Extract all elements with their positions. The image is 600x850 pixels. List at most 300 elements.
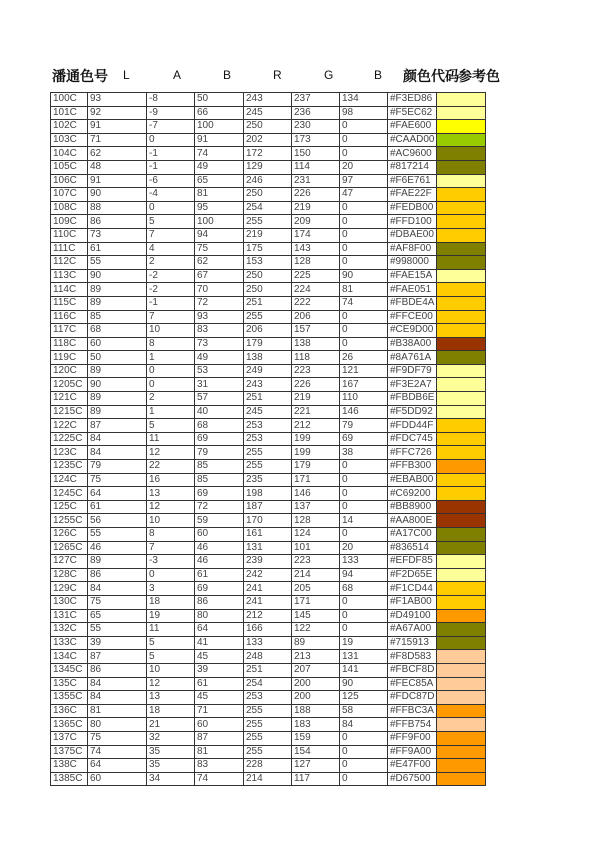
b-rgb-value: 90 [340, 269, 388, 283]
reference-color-swatch [437, 745, 486, 759]
r-value: 138 [244, 351, 292, 365]
l-value: 55 [88, 623, 147, 637]
r-value: 250 [244, 269, 292, 283]
reference-color-swatch [437, 93, 486, 107]
hex-code: #FF9A00 [388, 745, 437, 759]
l-value: 61 [88, 242, 147, 256]
b-value: 53 [195, 364, 244, 378]
g-value: 124 [292, 528, 340, 542]
pantone-code: 114C [51, 283, 88, 297]
a-value: 4 [147, 242, 195, 256]
b-rgb-value: 0 [340, 487, 388, 501]
hex-code: #BB8900 [388, 500, 437, 514]
hex-code: #F9DF79 [388, 364, 437, 378]
b-value: 93 [195, 310, 244, 324]
g-value: 225 [292, 269, 340, 283]
b-value: 71 [195, 704, 244, 718]
table-row [51, 188, 486, 202]
b-rgb-value: 26 [340, 351, 388, 365]
a-value: 12 [147, 677, 195, 691]
l-value: 89 [88, 283, 147, 297]
hex-code: #998000 [388, 256, 437, 270]
a-value: 8 [147, 528, 195, 542]
a-value: 5 [147, 419, 195, 433]
reference-color-swatch [437, 378, 486, 392]
g-value: 207 [292, 663, 340, 677]
pantone-code: 108C [51, 201, 88, 215]
g-value: 157 [292, 324, 340, 338]
l-value: 73 [88, 228, 147, 242]
hex-code: #CAAD00 [388, 133, 437, 147]
reference-color-swatch [437, 269, 486, 283]
reference-color-swatch [437, 663, 486, 677]
b-value: 94 [195, 228, 244, 242]
reference-color-swatch [437, 106, 486, 120]
a-value: 16 [147, 473, 195, 487]
g-value: 127 [292, 759, 340, 773]
reference-color-swatch [437, 446, 486, 460]
table-row [51, 473, 486, 487]
b-rgb-value: 69 [340, 432, 388, 446]
table-row [51, 392, 486, 406]
l-value: 89 [88, 296, 147, 310]
b-rgb-value: 133 [340, 555, 388, 569]
g-value: 219 [292, 392, 340, 406]
a-value: 5 [147, 636, 195, 650]
b-value: 87 [195, 731, 244, 745]
l-value: 84 [88, 446, 147, 460]
reference-color-swatch [437, 691, 486, 705]
b-rgb-value: 68 [340, 582, 388, 596]
b-value: 67 [195, 269, 244, 283]
r-value: 245 [244, 106, 292, 120]
b-rgb-value: 0 [340, 120, 388, 134]
table-row [51, 147, 486, 161]
b-rgb-value: 98 [340, 106, 388, 120]
reference-color-swatch [437, 500, 486, 514]
b-rgb-value: 84 [340, 718, 388, 732]
a-value: -1 [147, 296, 195, 310]
b-rgb-value: 0 [340, 324, 388, 338]
b-rgb-value: 0 [340, 228, 388, 242]
a-value: 11 [147, 432, 195, 446]
b-rgb-value: 134 [340, 93, 388, 107]
b-value: 80 [195, 609, 244, 623]
l-value: 90 [88, 378, 147, 392]
a-value: 10 [147, 663, 195, 677]
reference-color-swatch [437, 487, 486, 501]
r-value: 255 [244, 731, 292, 745]
hex-code: #A67A00 [388, 623, 437, 637]
g-value: 154 [292, 745, 340, 759]
g-value: 206 [292, 310, 340, 324]
a-value: 21 [147, 718, 195, 732]
pantone-code: 127C [51, 555, 88, 569]
reference-color-swatch [437, 582, 486, 596]
a-value: 12 [147, 500, 195, 514]
reference-color-swatch [437, 609, 486, 623]
table-row [51, 337, 486, 351]
pantone-code: 118C [51, 337, 88, 351]
pantone-code: 100C [51, 93, 88, 107]
r-value: 219 [244, 228, 292, 242]
reference-color-swatch [437, 528, 486, 542]
l-value: 90 [88, 188, 147, 202]
pantone-code: 132C [51, 623, 88, 637]
g-value: 179 [292, 460, 340, 474]
table-row [51, 555, 486, 569]
table-row [51, 228, 486, 242]
table-row [51, 623, 486, 637]
reference-color-swatch [437, 636, 486, 650]
table-row [51, 446, 486, 460]
g-value: 150 [292, 147, 340, 161]
r-value: 245 [244, 405, 292, 419]
reference-color-swatch [437, 392, 486, 406]
b-value: 41 [195, 636, 244, 650]
reference-color-swatch [437, 731, 486, 745]
header-rgb-b: B [374, 68, 383, 82]
table-row [51, 650, 486, 664]
g-value: 174 [292, 228, 340, 242]
pantone-code: 123C [51, 446, 88, 460]
b-value: 59 [195, 514, 244, 528]
b-value: 45 [195, 691, 244, 705]
b-rgb-value: 146 [340, 405, 388, 419]
b-value: 60 [195, 718, 244, 732]
reference-color-swatch [437, 324, 486, 338]
reference-color-swatch [437, 419, 486, 433]
pantone-code: 125C [51, 500, 88, 514]
table-row [51, 160, 486, 174]
hex-code: #FFBC3A [388, 704, 437, 718]
l-value: 75 [88, 473, 147, 487]
r-value: 239 [244, 555, 292, 569]
table-row [51, 500, 486, 514]
pantone-code: 131C [51, 609, 88, 623]
header-g: G [324, 68, 334, 82]
hex-code: #AC9600 [388, 147, 437, 161]
reference-color-swatch [437, 650, 486, 664]
hex-code: #FFB754 [388, 718, 437, 732]
pantone-code: 1235C [51, 460, 88, 474]
r-value: 249 [244, 364, 292, 378]
hex-code: #FDD44F [388, 419, 437, 433]
b-value: 68 [195, 419, 244, 433]
b-value: 69 [195, 432, 244, 446]
r-value: 255 [244, 745, 292, 759]
g-value: 230 [292, 120, 340, 134]
r-value: 131 [244, 541, 292, 555]
pantone-code: 129C [51, 582, 88, 596]
pantone-code: 124C [51, 473, 88, 487]
reference-color-swatch [437, 473, 486, 487]
hex-code: #F5EC62 [388, 106, 437, 120]
table-row [51, 324, 486, 338]
a-value: -4 [147, 188, 195, 202]
hex-code: #FDC745 [388, 432, 437, 446]
g-value: 231 [292, 174, 340, 188]
table-row [51, 541, 486, 555]
b-value: 50 [195, 93, 244, 107]
hex-code: #817214 [388, 160, 437, 174]
g-value: 212 [292, 419, 340, 433]
a-value: 0 [147, 364, 195, 378]
table-row [51, 201, 486, 215]
g-value: 128 [292, 256, 340, 270]
a-value: 2 [147, 256, 195, 270]
l-value: 86 [88, 663, 147, 677]
r-value: 187 [244, 500, 292, 514]
l-value: 60 [88, 337, 147, 351]
hex-code: #F3E2A7 [388, 378, 437, 392]
hex-code: #F1CD44 [388, 582, 437, 596]
b-rgb-value: 97 [340, 174, 388, 188]
reference-color-swatch [437, 555, 486, 569]
r-value: 255 [244, 215, 292, 229]
b-rgb-value: 0 [340, 215, 388, 229]
g-value: 173 [292, 133, 340, 147]
hex-code: #FAE051 [388, 283, 437, 297]
table-row [51, 731, 486, 745]
table-row [51, 106, 486, 120]
a-value: -7 [147, 120, 195, 134]
header-reference-color: 参考色 [458, 69, 500, 85]
pantone-code: 105C [51, 160, 88, 174]
l-value: 60 [88, 772, 147, 786]
g-value: 118 [292, 351, 340, 365]
r-value: 251 [244, 296, 292, 310]
r-value: 214 [244, 772, 292, 786]
g-value: 222 [292, 296, 340, 310]
a-value: -6 [147, 174, 195, 188]
a-value: -3 [147, 555, 195, 569]
l-value: 64 [88, 487, 147, 501]
b-value: 72 [195, 500, 244, 514]
hex-code: #FBDB6E [388, 392, 437, 406]
reference-color-swatch [437, 256, 486, 270]
reference-color-swatch [437, 718, 486, 732]
a-value: 19 [147, 609, 195, 623]
l-value: 90 [88, 269, 147, 283]
reference-color-swatch [437, 351, 486, 365]
b-rgb-value: 167 [340, 378, 388, 392]
pantone-code: 1225C [51, 432, 88, 446]
reference-color-swatch [437, 677, 486, 691]
g-value: 117 [292, 772, 340, 786]
l-value: 89 [88, 392, 147, 406]
b-value: 66 [195, 106, 244, 120]
b-value: 69 [195, 487, 244, 501]
a-value: 34 [147, 772, 195, 786]
r-value: 198 [244, 487, 292, 501]
reference-color-swatch [437, 133, 486, 147]
reference-color-swatch [437, 514, 486, 528]
table-row [51, 120, 486, 134]
g-value: 145 [292, 609, 340, 623]
b-rgb-value: 20 [340, 160, 388, 174]
b-value: 81 [195, 188, 244, 202]
table-row [51, 595, 486, 609]
r-value: 228 [244, 759, 292, 773]
hex-code: #AA800E [388, 514, 437, 528]
reference-color-swatch [437, 364, 486, 378]
g-value: 143 [292, 242, 340, 256]
r-value: 133 [244, 636, 292, 650]
b-value: 46 [195, 555, 244, 569]
table-row [51, 514, 486, 528]
table-row [51, 718, 486, 732]
r-value: 246 [244, 174, 292, 188]
g-value: 137 [292, 500, 340, 514]
hex-code: #EBAB00 [388, 473, 437, 487]
r-value: 250 [244, 283, 292, 297]
g-value: 223 [292, 364, 340, 378]
reference-color-swatch [437, 759, 486, 773]
reference-color-swatch [437, 405, 486, 419]
hex-code: #FEC85A [388, 677, 437, 691]
g-value: 114 [292, 160, 340, 174]
a-value: 7 [147, 541, 195, 555]
l-value: 48 [88, 160, 147, 174]
table-row [51, 215, 486, 229]
b-rgb-value: 0 [340, 500, 388, 514]
r-value: 202 [244, 133, 292, 147]
hex-code: #C69200 [388, 487, 437, 501]
l-value: 85 [88, 310, 147, 324]
table-row [51, 296, 486, 310]
pantone-code: 111C [51, 242, 88, 256]
l-value: 84 [88, 432, 147, 446]
b-rgb-value: 0 [340, 623, 388, 637]
pantone-code: 1215C [51, 405, 88, 419]
table-row [51, 133, 486, 147]
l-value: 46 [88, 541, 147, 555]
l-value: 92 [88, 106, 147, 120]
pantone-code: 1255C [51, 514, 88, 528]
b-rgb-value: 0 [340, 147, 388, 161]
pantone-code: 133C [51, 636, 88, 650]
b-value: 70 [195, 283, 244, 297]
g-value: 128 [292, 514, 340, 528]
reference-color-swatch [437, 310, 486, 324]
reference-color-swatch [437, 147, 486, 161]
reference-color-swatch [437, 188, 486, 202]
hex-code: #D67500 [388, 772, 437, 786]
b-rgb-value: 0 [340, 133, 388, 147]
pantone-code: 109C [51, 215, 88, 229]
hex-code: #FAE600 [388, 120, 437, 134]
b-value: 81 [195, 745, 244, 759]
a-value: 18 [147, 704, 195, 718]
b-value: 49 [195, 351, 244, 365]
g-value: 171 [292, 595, 340, 609]
l-value: 93 [88, 93, 147, 107]
b-rgb-value: 19 [340, 636, 388, 650]
header-lab-b: B [223, 68, 232, 82]
b-value: 83 [195, 759, 244, 773]
table-row [51, 663, 486, 677]
table-row [51, 609, 486, 623]
l-value: 91 [88, 120, 147, 134]
hex-code: #F3ED86 [388, 93, 437, 107]
pantone-code: 1355C [51, 691, 88, 705]
r-value: 241 [244, 595, 292, 609]
hex-code: #715913 [388, 636, 437, 650]
b-rgb-value: 14 [340, 514, 388, 528]
b-rgb-value: 20 [340, 541, 388, 555]
reference-color-swatch [437, 120, 486, 134]
reference-color-swatch [437, 432, 486, 446]
pantone-code: 102C [51, 120, 88, 134]
b-value: 39 [195, 663, 244, 677]
b-rgb-value: 81 [340, 283, 388, 297]
pantone-code: 1345C [51, 663, 88, 677]
g-value: 226 [292, 378, 340, 392]
r-value: 175 [244, 242, 292, 256]
pantone-code: 115C [51, 296, 88, 310]
hex-code: #A17C00 [388, 528, 437, 542]
table-row [51, 405, 486, 419]
table-row [51, 242, 486, 256]
r-value: 242 [244, 568, 292, 582]
b-rgb-value: 74 [340, 296, 388, 310]
b-value: 86 [195, 595, 244, 609]
hex-code: #FAE15A [388, 269, 437, 283]
a-value: 35 [147, 759, 195, 773]
b-rgb-value: 131 [340, 650, 388, 664]
b-value: 91 [195, 133, 244, 147]
a-value: -9 [147, 106, 195, 120]
g-value: 138 [292, 337, 340, 351]
b-rgb-value: 0 [340, 473, 388, 487]
reference-color-swatch [437, 772, 486, 786]
table-row [51, 174, 486, 188]
hex-code: #AF8F00 [388, 242, 437, 256]
b-value: 45 [195, 650, 244, 664]
pantone-code: 122C [51, 419, 88, 433]
a-value: 2 [147, 392, 195, 406]
r-value: 153 [244, 256, 292, 270]
hex-code: #8A761A [388, 351, 437, 365]
hex-code: #FFB300 [388, 460, 437, 474]
pantone-code: 110C [51, 228, 88, 242]
r-value: 251 [244, 392, 292, 406]
g-value: 200 [292, 691, 340, 705]
pantone-code: 107C [51, 188, 88, 202]
table-row [51, 487, 486, 501]
a-value: 3 [147, 582, 195, 596]
r-value: 172 [244, 147, 292, 161]
table-row [51, 528, 486, 542]
b-rgb-value: 0 [340, 609, 388, 623]
r-value: 129 [244, 160, 292, 174]
table-row [51, 378, 486, 392]
pantone-code: 137C [51, 731, 88, 745]
pantone-code: 103C [51, 133, 88, 147]
b-value: 85 [195, 473, 244, 487]
b-rgb-value: 125 [340, 691, 388, 705]
a-value: 5 [147, 215, 195, 229]
g-value: 209 [292, 215, 340, 229]
table-row [51, 772, 486, 786]
pantone-code: 101C [51, 106, 88, 120]
a-value: 10 [147, 514, 195, 528]
g-value: 200 [292, 677, 340, 691]
pantone-code: 1375C [51, 745, 88, 759]
a-value: -2 [147, 269, 195, 283]
r-value: 179 [244, 337, 292, 351]
